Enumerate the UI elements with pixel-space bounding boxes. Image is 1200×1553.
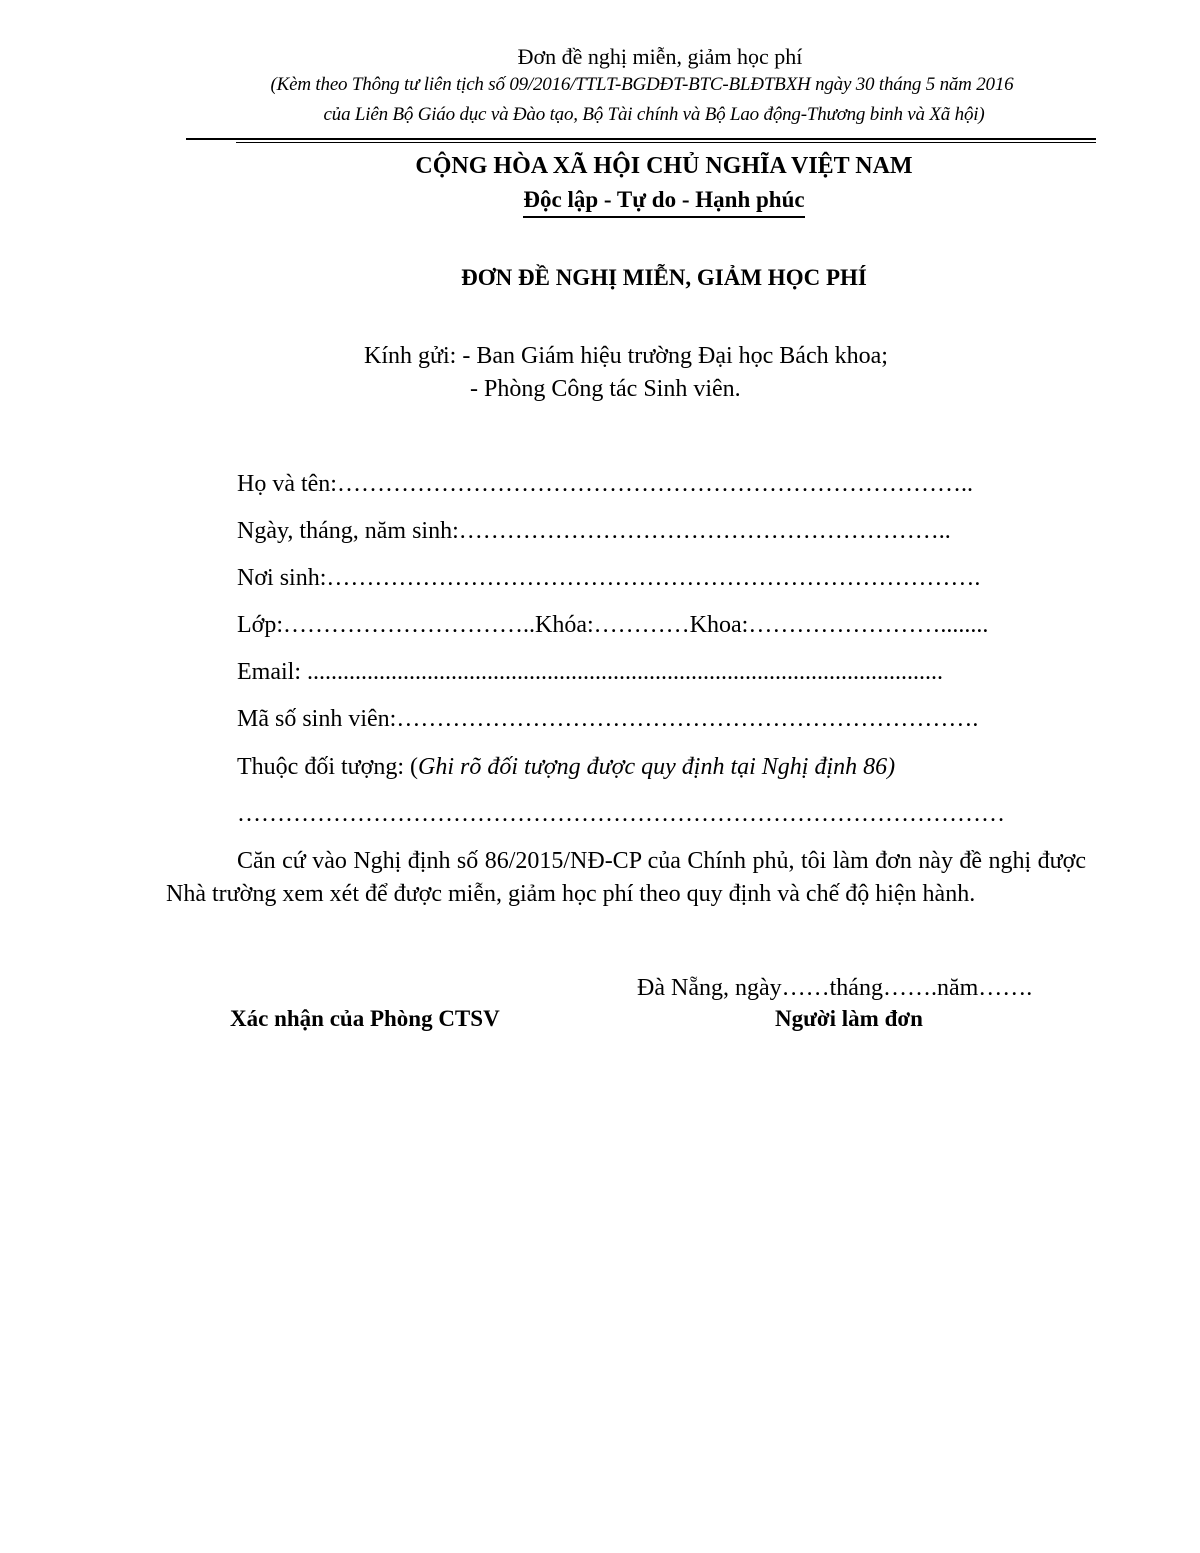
form-title: ĐƠN ĐỀ NGHỊ MIỄN, GIẢM HỌC PHÍ — [461, 265, 867, 290]
header-note-line2: của Liên Bộ Giáo dục và Đào tạo, Bộ Tài chính và Bộ Lao động-Thương binh và Xã hội) — [323, 104, 985, 125]
header-divider — [186, 138, 1096, 140]
field-category-label: Thuộc đối tượng: ( — [237, 754, 419, 780]
field-birthplace[interactable]: Nơi sinh:………………………………………………………………………. — [237, 565, 981, 591]
header-divider-thin — [236, 142, 1096, 143]
nation-motto-row — [64, 186, 1200, 218]
recipient-line1: Kính gửi: - Ban Giám hiệu trường Đại học Bách khoa; — [364, 343, 888, 369]
recipient-line2: - Phòng Công tác Sinh viên. — [470, 376, 741, 402]
field-student-id[interactable]: Mã số sinh viên:………………………………………………………………. — [237, 706, 979, 732]
signature-date-line[interactable]: Đà Nẵng, ngày……tháng…….năm……. — [637, 975, 1033, 1001]
header-note-line1: (Kèm theo Thông tư liên tịch số 09/2016/TTLT-BGDĐT-BTC-BLĐTBXH ngày 30 tháng 5 năm 2016 — [270, 74, 1014, 95]
nation-motto: Độc lập - Tự do - Hạnh phúc — [523, 186, 804, 218]
field-email[interactable]: Email: .......................................................................................................... — [237, 659, 943, 685]
header-title: Đơn đề nghị miễn, giảm học phí — [517, 44, 803, 69]
nation-name: CỘNG HÒA XÃ HỘI CHỦ NGHĨA VIỆT NAM — [415, 153, 913, 179]
field-full-name[interactable]: Họ và tên:…………………………………………………………………….. — [237, 471, 973, 497]
field-class-course-faculty[interactable]: Lớp:…………………………..Khóa:…………Khoa:……………………........ — [237, 612, 989, 638]
field-date-of-birth[interactable]: Ngày, tháng, năm sinh:…………………………………………………….. — [237, 518, 951, 544]
field-category-blank[interactable]: …………………………………………………………………………………… — [237, 801, 1005, 827]
signature-applicant-label: Người làm đơn — [775, 1006, 923, 1031]
signature-ctsv-label: Xác nhận của Phòng CTSV — [230, 1006, 500, 1031]
field-category-hint: Ghi rõ đối tượng được quy định tại Nghị định 86) — [418, 754, 896, 780]
body-paragraph: Căn cứ vào Nghị định số 86/2015/NĐ-CP của Chính phủ, tôi làm đơn này đề nghị được Nhà trường xem xét để được miễn, giảm học phí theo quy định và chế độ hiện hành. — [166, 848, 1086, 907]
field-category[interactable] — [237, 753, 895, 782]
